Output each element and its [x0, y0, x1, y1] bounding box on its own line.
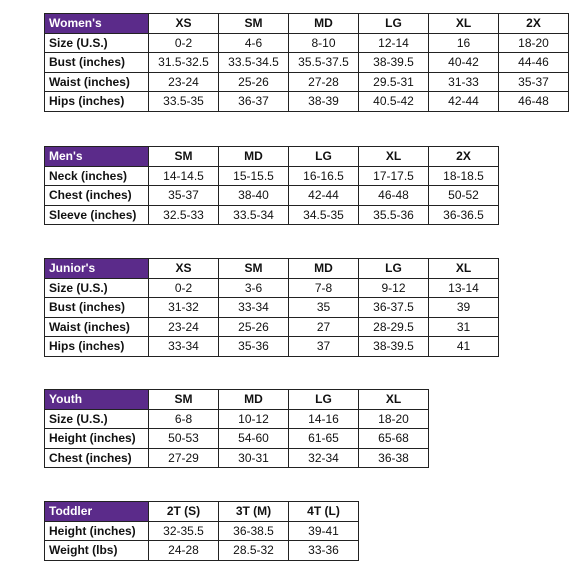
- table-title: Youth: [45, 390, 149, 410]
- size-column-header: MD: [219, 390, 289, 410]
- table-cell: 31-32: [149, 298, 219, 318]
- size-column-header: LG: [289, 390, 359, 410]
- table-cell: 38-39: [289, 92, 359, 112]
- size-column-header: XL: [359, 390, 429, 410]
- table-cell: 37: [289, 337, 359, 357]
- table-cell: 23-24: [149, 72, 219, 92]
- size-column-header: XL: [429, 14, 499, 34]
- table-cell: 28-29.5: [359, 317, 429, 337]
- table-cell: 28.5-32: [219, 541, 289, 561]
- size-column-header: 2T (S): [149, 502, 219, 522]
- table-cell: 46-48: [499, 92, 569, 112]
- table-cell: 35.5-36: [359, 205, 429, 225]
- table-cell: 9-12: [359, 278, 429, 298]
- size-column-header: MD: [289, 259, 359, 279]
- youth-size-table: [44, 389, 429, 468]
- row-label: Height (inches): [45, 521, 149, 541]
- table-cell: 32-35.5: [149, 521, 219, 541]
- womens-size-table: [44, 13, 569, 112]
- table-cell: 31-33: [429, 72, 499, 92]
- table-cell: 35.5-37.5: [289, 53, 359, 73]
- table-header-row: [45, 502, 359, 522]
- table-cell: 14-16: [289, 409, 359, 429]
- table-cell: 30-31: [219, 448, 289, 468]
- size-column-header: SM: [219, 14, 289, 34]
- table-row: [45, 409, 429, 429]
- size-column-header: 4T (L): [289, 502, 359, 522]
- table-cell: 27: [289, 317, 359, 337]
- table-row: [45, 166, 499, 186]
- table-cell: 18-18.5: [429, 166, 499, 186]
- table-cell: 32-34: [289, 448, 359, 468]
- table-cell: 35-36: [219, 337, 289, 357]
- row-label: Size (U.S.): [45, 409, 149, 429]
- table-cell: 0-2: [149, 278, 219, 298]
- table-row: [45, 186, 499, 206]
- row-label: Size (U.S.): [45, 33, 149, 53]
- juniors-size-table: [44, 258, 499, 357]
- table-cell: 35-37: [499, 72, 569, 92]
- table-cell: 38-40: [219, 186, 289, 206]
- table-cell: 33.5-34.5: [219, 53, 289, 73]
- table-cell: 16: [429, 33, 499, 53]
- table-cell: 46-48: [359, 186, 429, 206]
- table-cell: 3-6: [219, 278, 289, 298]
- table-cell: 16-16.5: [289, 166, 359, 186]
- table-cell: 39-41: [289, 521, 359, 541]
- table-cell: 38-39.5: [359, 337, 429, 357]
- size-column-header: SM: [219, 259, 289, 279]
- row-label: Sleeve (inches): [45, 205, 149, 225]
- table-cell: 17-17.5: [359, 166, 429, 186]
- table-cell: 27-28: [289, 72, 359, 92]
- table-cell: 50-53: [149, 429, 219, 449]
- table-cell: 10-12: [219, 409, 289, 429]
- table-title: Men's: [45, 147, 149, 167]
- table-cell: 8-10: [289, 33, 359, 53]
- table-cell: 33.5-35: [149, 92, 219, 112]
- table-row: [45, 448, 429, 468]
- row-label: Chest (inches): [45, 186, 149, 206]
- table-cell: 25-26: [219, 317, 289, 337]
- row-label: Bust (inches): [45, 298, 149, 318]
- table-cell: 33-36: [289, 541, 359, 561]
- size-column-header: LG: [359, 259, 429, 279]
- size-column-header: MD: [289, 14, 359, 34]
- table-cell: 0-2: [149, 33, 219, 53]
- row-label: Hips (inches): [45, 337, 149, 357]
- row-label: Size (U.S.): [45, 278, 149, 298]
- table-row: [45, 53, 569, 73]
- table-cell: 31.5-32.5: [149, 53, 219, 73]
- table-cell: 4-6: [219, 33, 289, 53]
- table-cell: 31: [429, 317, 499, 337]
- toddler-size-table: [44, 501, 359, 561]
- size-column-header: XS: [149, 14, 219, 34]
- table-header-row: [45, 259, 499, 279]
- table-row: [45, 92, 569, 112]
- table-cell: 36-38.5: [219, 521, 289, 541]
- table-row: [45, 72, 569, 92]
- size-column-header: 2X: [429, 147, 499, 167]
- table-cell: 36-38: [359, 448, 429, 468]
- size-column-header: 2X: [499, 14, 569, 34]
- table-row: [45, 33, 569, 53]
- table-cell: 36-37: [219, 92, 289, 112]
- table-cell: 32.5-33: [149, 205, 219, 225]
- table-row: [45, 541, 359, 561]
- table-row: [45, 317, 499, 337]
- row-label: Height (inches): [45, 429, 149, 449]
- table-header-row: [45, 14, 569, 34]
- table-row: [45, 337, 499, 357]
- table-cell: 25-26: [219, 72, 289, 92]
- table-cell: 15-15.5: [219, 166, 289, 186]
- table-cell: 29.5-31: [359, 72, 429, 92]
- table-cell: 54-60: [219, 429, 289, 449]
- size-column-header: XL: [359, 147, 429, 167]
- table-cell: 23-24: [149, 317, 219, 337]
- table-cell: 7-8: [289, 278, 359, 298]
- table-header-row: [45, 390, 429, 410]
- size-column-header: XL: [429, 259, 499, 279]
- table-cell: 40.5-42: [359, 92, 429, 112]
- table-cell: 33-34: [149, 337, 219, 357]
- table-cell: 33.5-34: [219, 205, 289, 225]
- table-cell: 61-65: [289, 429, 359, 449]
- table-cell: 35: [289, 298, 359, 318]
- table-cell: 6-8: [149, 409, 219, 429]
- table-cell: 65-68: [359, 429, 429, 449]
- table-cell: 12-14: [359, 33, 429, 53]
- row-label: Weight (lbs): [45, 541, 149, 561]
- row-label: Chest (inches): [45, 448, 149, 468]
- table-cell: 38-39.5: [359, 53, 429, 73]
- table-cell: 39: [429, 298, 499, 318]
- row-label: Waist (inches): [45, 72, 149, 92]
- table-title: Women's: [45, 14, 149, 34]
- table-cell: 33-34: [219, 298, 289, 318]
- row-label: Hips (inches): [45, 92, 149, 112]
- size-column-header: 3T (M): [219, 502, 289, 522]
- table-cell: 35-37: [149, 186, 219, 206]
- row-label: Bust (inches): [45, 53, 149, 73]
- size-column-header: MD: [219, 147, 289, 167]
- table-cell: 42-44: [429, 92, 499, 112]
- size-column-header: SM: [149, 390, 219, 410]
- table-cell: 18-20: [499, 33, 569, 53]
- table-row: [45, 205, 499, 225]
- table-row: [45, 521, 359, 541]
- table-row: [45, 429, 429, 449]
- table-cell: 34.5-35: [289, 205, 359, 225]
- table-cell: 18-20: [359, 409, 429, 429]
- size-column-header: SM: [149, 147, 219, 167]
- table-cell: 36-36.5: [429, 205, 499, 225]
- table-cell: 41: [429, 337, 499, 357]
- table-cell: 40-42: [429, 53, 499, 73]
- table-row: [45, 278, 499, 298]
- table-title: Toddler: [45, 502, 149, 522]
- row-label: Waist (inches): [45, 317, 149, 337]
- table-cell: 50-52: [429, 186, 499, 206]
- size-column-header: LG: [289, 147, 359, 167]
- row-label: Neck (inches): [45, 166, 149, 186]
- table-cell: 42-44: [289, 186, 359, 206]
- size-column-header: XS: [149, 259, 219, 279]
- mens-size-table: [44, 146, 499, 225]
- table-cell: 13-14: [429, 278, 499, 298]
- table-cell: 27-29: [149, 448, 219, 468]
- table-cell: 24-28: [149, 541, 219, 561]
- table-row: [45, 298, 499, 318]
- table-cell: 36-37.5: [359, 298, 429, 318]
- size-column-header: LG: [359, 14, 429, 34]
- table-header-row: [45, 147, 499, 167]
- table-title: Junior's: [45, 259, 149, 279]
- table-cell: 44-46: [499, 53, 569, 73]
- table-cell: 14-14.5: [149, 166, 219, 186]
